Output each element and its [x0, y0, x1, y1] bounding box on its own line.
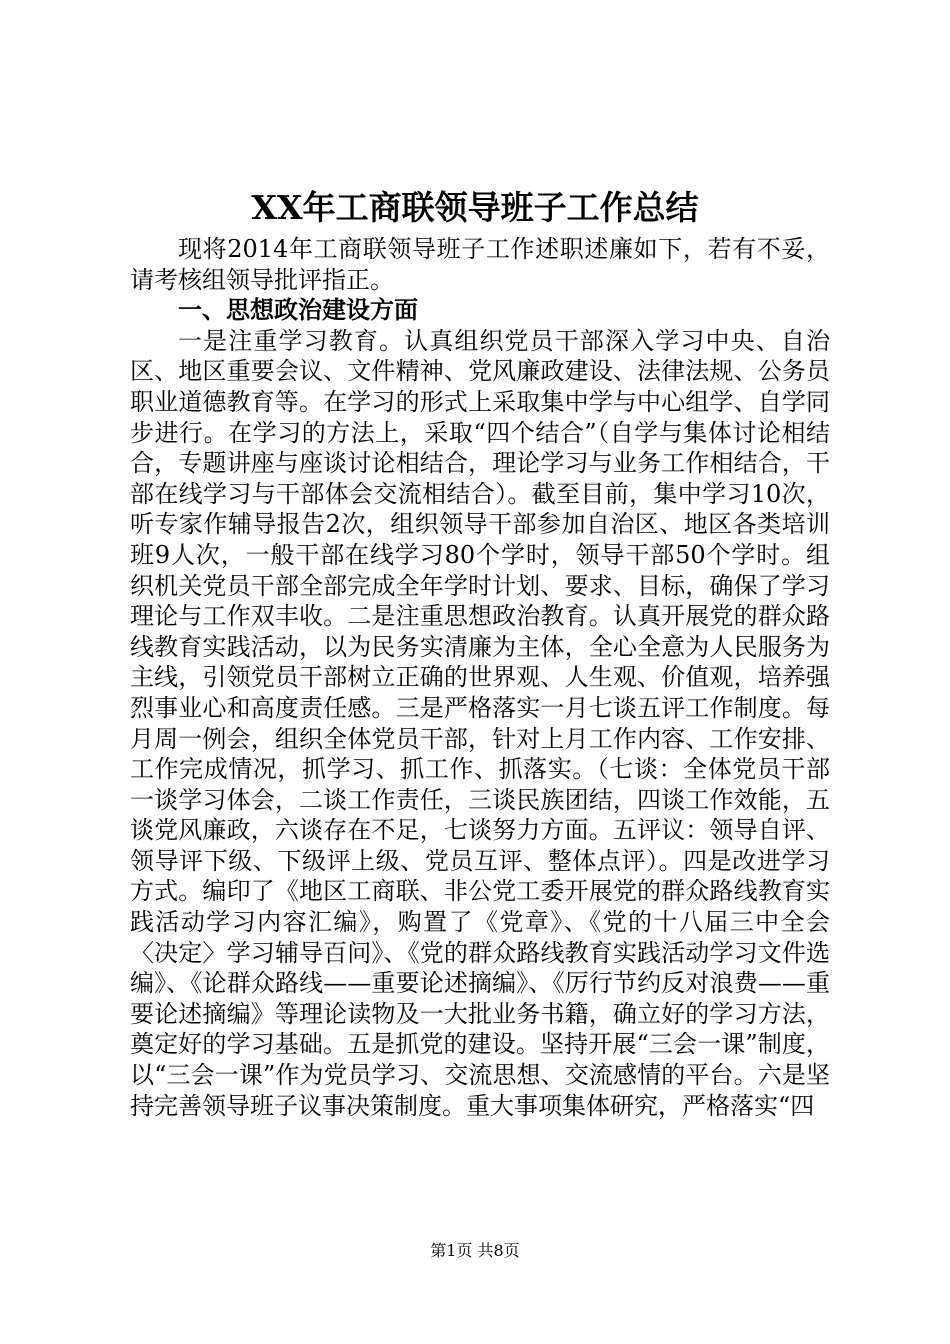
document-title: XX年工商联领导班子工作总结	[251, 188, 699, 227]
page-footer: 第1页 共8页	[430, 1241, 520, 1260]
intro-paragraph: 现将2014年工商联领导班子工作述职述廉如下，若有不妥，请考核组领导批评指正。	[130, 235, 830, 294]
section-heading: 一、思想政治建设方面	[178, 296, 418, 325]
section-paragraph: 一是注重学习教育。认真组织党员干部深入学习中央、自治区、地区重要会议、文件精神、党风廉政建设、法律法规、公务员职业道德教育等。在学习的形式上采取集中学与中心组学、自学同步进行。在学习的方法上，采取“四个结合”（自学与集体讨论相结合，专题讲座与座谈讨论相结合，理论学习与业务工作相结合，干部在线学习与干部体会交流相结合）。截至目前，集中学习10次，听专家作辅导报告2次，组织领导干部参加自治区、地区各类培训班9人次，一般干部在线学习80个学时，领导干部50个学时。组织机关党员干部全部完成全年学时计划、要求、目标，确保了学习理论与工作双丰收。二是注重思想政治教育。认真开展党的群众路线教育实践活动，以为民务实清廉为主体，全心全意为人民服务为主线，引领党员干部树立正确的世界观、人生观、价值观，培养强烈事业心和高度责任感。三是严格落实一月七谈五评工作制度。每月周一例会，组织全体党员干部，针对上月工作内容、工作安排、工作完成情况，抓学习、抓工作、抓落实。（七谈：全体党员干部一谈学习体会，二谈工作责任，三谈民族团结，四谈工作效能，五谈党风廉政，六谈存在不足，七谈努力方面。五评议：领导自评、领导评下级、下级评上级、党员互评、整体点评）。四是改进学习方式。编印了《地区工商联、非公党工委开展党的群众路线教育实践活动学习内容汇编》，购置了《党章》、《党的十八届三中全会〈决定〉学习辅导百问》、《党的群众路线教育实践活动学习文件选编》、《论群众路线——重要论述摘编》、《厉行节约反对浪费——重要论述摘编》等理论读物及一大批业务书籍，确立好的学习方法，奠定好的学习基础。五是抓党的建设。坚持开展“三会一课”制度，以“三会一课”作为党员学习、交流思想、交流感情的平台。六是坚持完善领导班子议事决策制度。重大事项集体研究，严格落实“四	[130, 326, 830, 1120]
document-body	[130, 234, 830, 1121]
